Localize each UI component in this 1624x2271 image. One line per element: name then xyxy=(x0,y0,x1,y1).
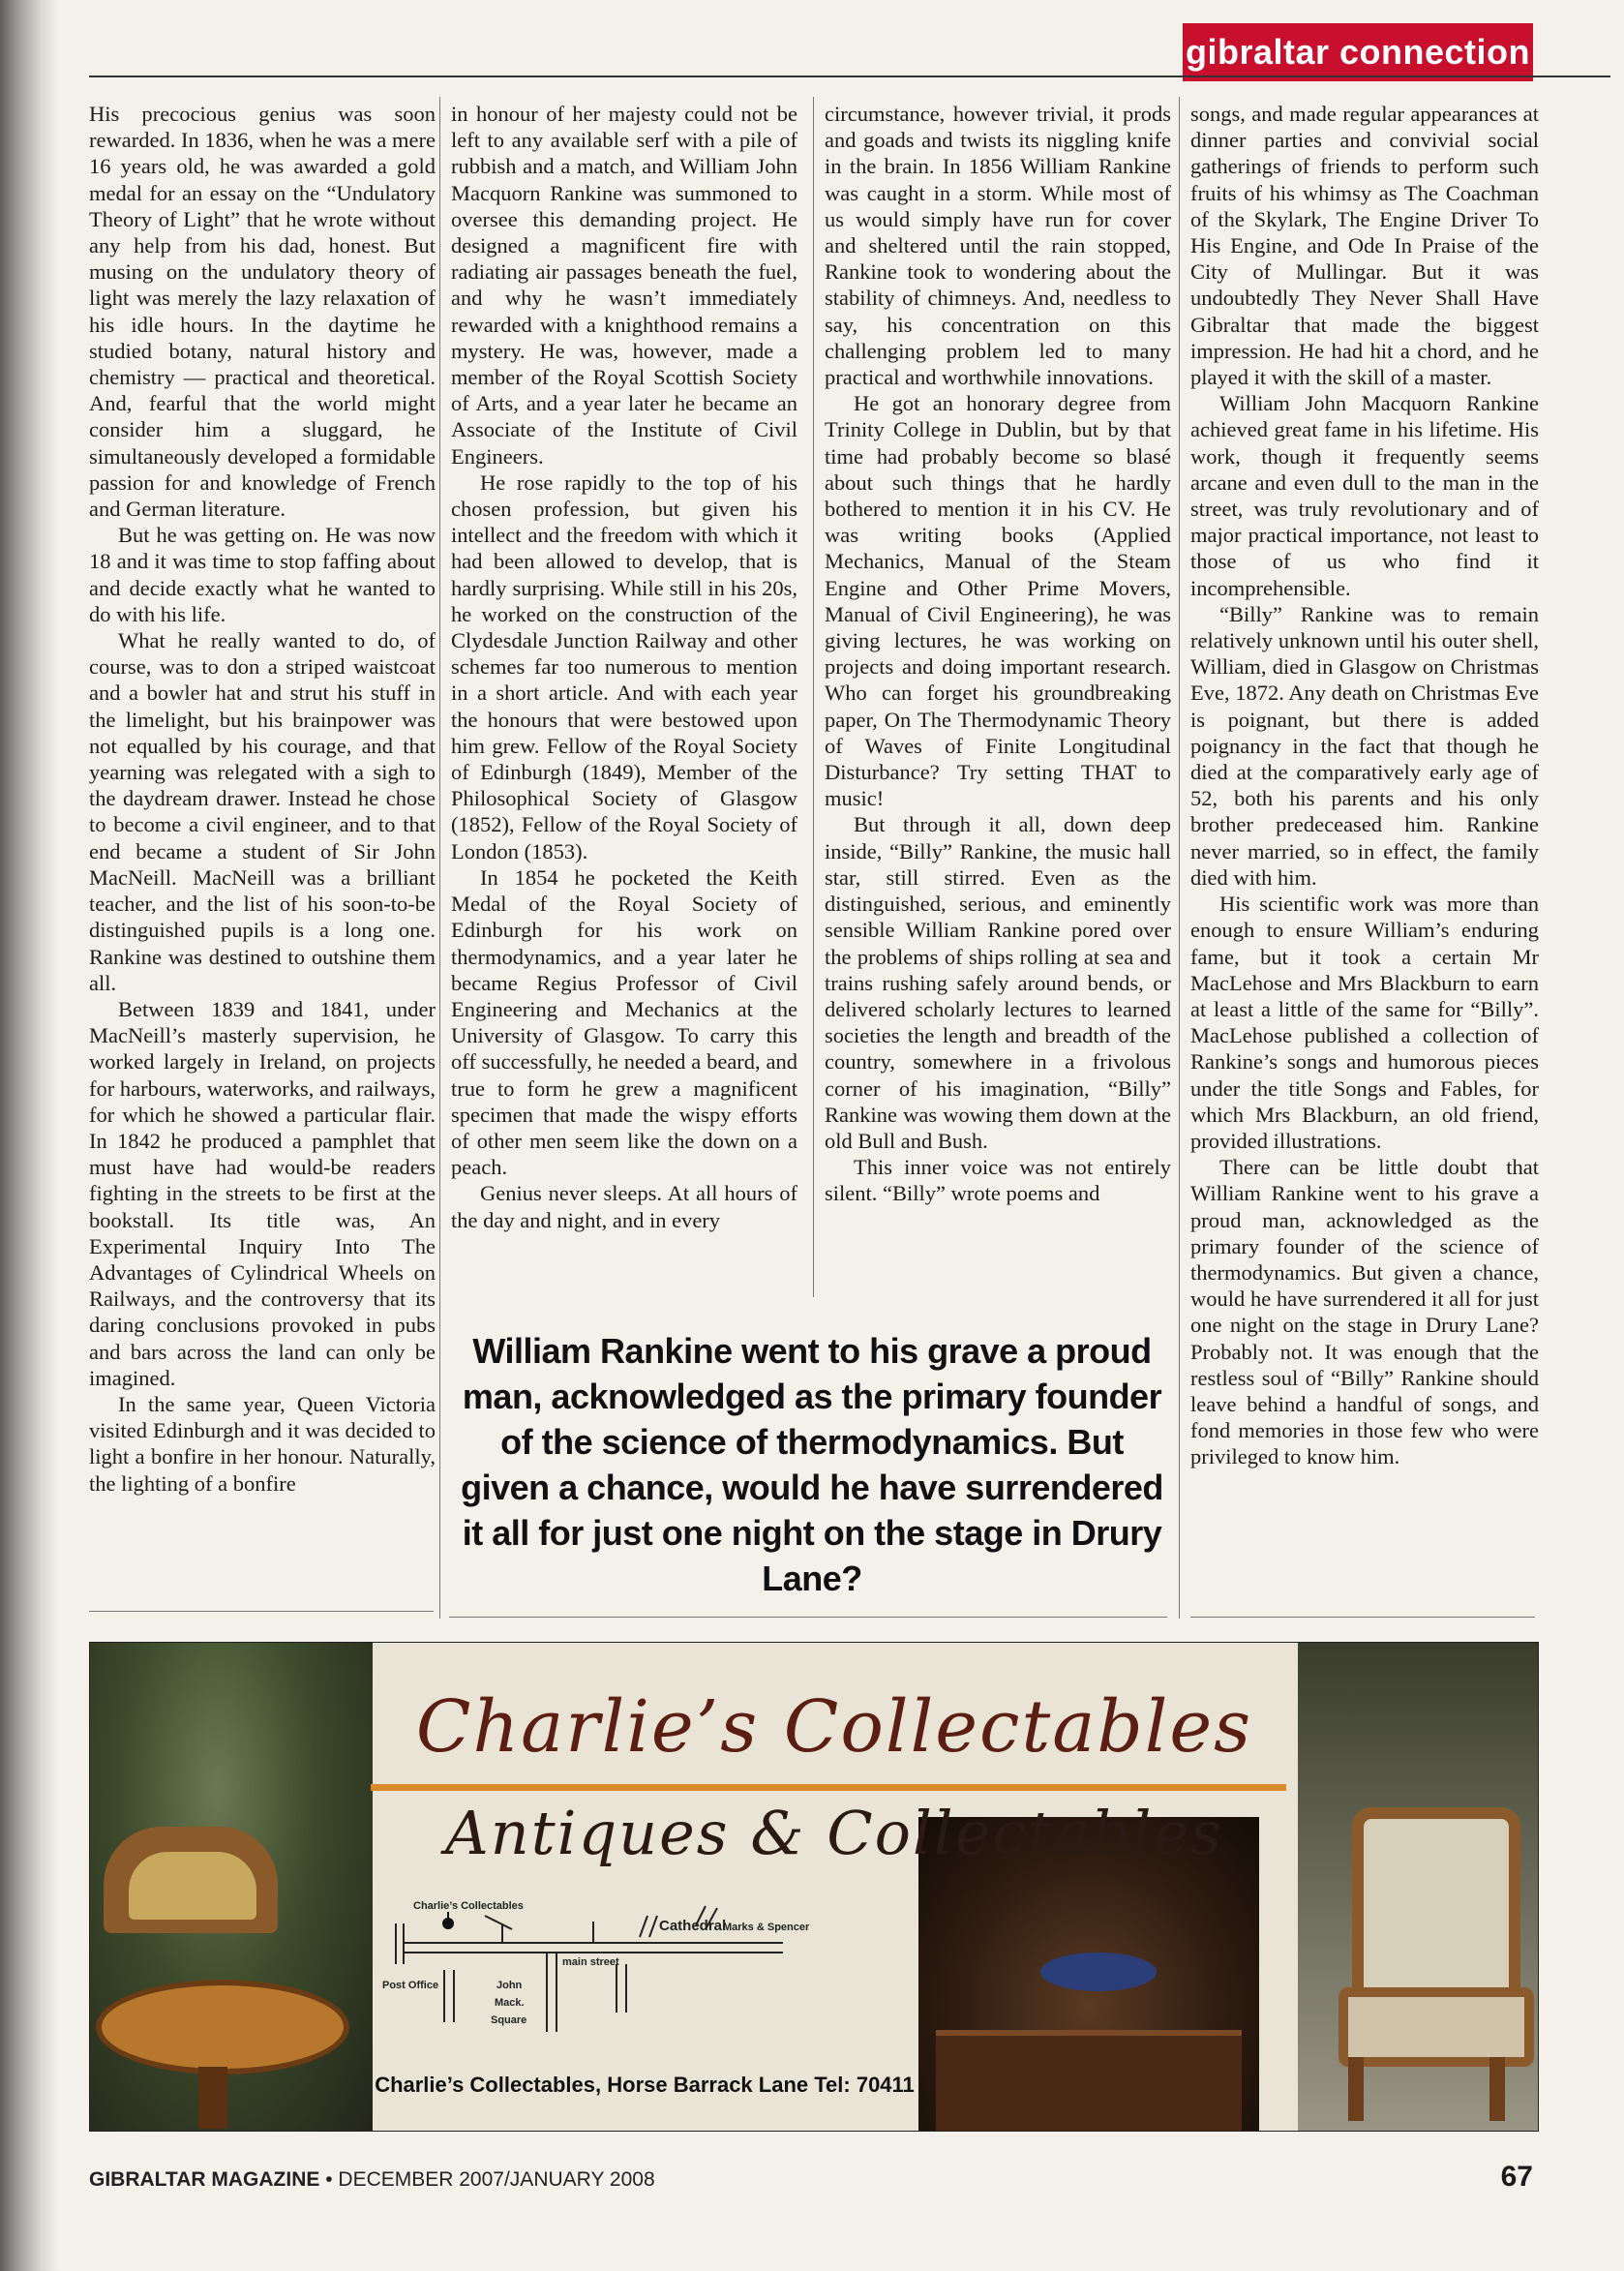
paragraph: But through it all, down deep inside, “Billy” Rankine, the music hall star, still stirred. Even as the distinguished, serious, and eminently sensible William Rankine pored over the problems of ships rolling at sea and trains rushing safely around bends, or delivered scholarly lectures to learned societies the length and breadth of the country, somewhere in a frivolous corner of his imagination, “Billy” Rankine was wowing them down at the old Bull and Bush. xyxy=(825,812,1171,1153)
paragraph: This inner voice was not entirely silent. “Billy” wrote poems and xyxy=(825,1155,1171,1206)
map-label-square-3: Square xyxy=(491,2014,527,2026)
article-column-2 xyxy=(451,101,797,1233)
paragraph: There can be little doubt that William Rankine went to his grave a proud man, acknowledged as the primary founder of the science of thermodynamics. But given a chance, would he have surrendered it all for just one night on the stage in Drury Lane? Probably not. It was enough that the restless soul of “Billy” Rankine should leave behind a handful of songs, and fond memories in those few who were privileged to know him. xyxy=(1190,1155,1539,1469)
footer-magazine: GIBRALTAR MAGAZINE xyxy=(89,2168,320,2191)
page-number: 67 xyxy=(1500,2161,1533,2193)
advertisement[interactable] xyxy=(89,1642,1539,2132)
column-divider xyxy=(1179,97,1180,1619)
paragraph: in honour of her majesty could not be left to any available serf with a pile of rubbish and a match, and William John Macquorn Rankine was summoned to oversee this demanding project. He designed a magnificent fire with radiating air passages beneath the fuel, and why he wasn’t immediately rewarded with a knighthood remains a mystery. He was, however, made a member of the Royal Scottish Society of Arts, and a year later he became an Associate of the Institute of Civil Engineers. xyxy=(451,102,797,469)
bottom-rule-left xyxy=(89,1611,434,1612)
paragraph: In 1854 he pocketed the Keith Medal of the Royal Society of Edinburgh for his work on thermodynamics, and a year later he became Regius Professor of Civil Engineering and Mechanics at the University of Glasgow. To carry this off successfully, he needed a beard, and true to form he grew a magnificent specimen that made the wispy efforts of other men seem like the down on a peach. xyxy=(451,864,797,1180)
map-label-marks: Marks & Spencer xyxy=(723,1922,810,1933)
column-divider xyxy=(439,97,440,1619)
footer-separator: • xyxy=(319,2168,339,2191)
location-map xyxy=(376,1896,918,2051)
blue-china-shape xyxy=(1040,1953,1157,1991)
paragraph: Between 1839 and 1841, under MacNeill’s masterly supervision, he worked largely in Ireland, on projects for harbours, waterworks, and railways, for which he showed a particular flair. In 1842 he produced a pamphlet that must have had would-be readers fighting in the streets to be first at the bookstall. Its title was, An Experimental Inquiry Into The Advantages of Cylindrical Wheels on Railways, and the controversy that its daring conclusions provoked in pubs and bars across the land can only be imagined. xyxy=(89,996,436,1390)
footer-magazine-line xyxy=(89,2168,655,2192)
map-label-square-2: Mack. xyxy=(495,1997,525,2009)
header-rule xyxy=(89,76,1610,77)
bottom-rule-right xyxy=(1190,1617,1535,1618)
paragraph: He rose rapidly to the top of his chosen profession, but given his intellect and the freedom with which it had been allowed to develop, that is hardly surprising. While still in his 20s, he worked on the construction of the Clydesdale Junction Railway and other schemes far too numerous to mention in a short article. And with each year the honours that were bestowed upon him grew. Fellow of the Royal Society of Edinburgh (1849), Member of the Philosophical Society of Glasgow (1852), Fellow of the Royal Society of London (1853). xyxy=(451,469,797,863)
column-divider xyxy=(813,97,814,1297)
antique-furniture-photo xyxy=(90,1643,373,2131)
paragraph: He got an honorary degree from Trinity College in Dublin, but by that time had probably become so blasé about such things that he hardly bothered to mention it in his CV. He was writing books (Applied Mechanics, Manual of the Steam Engine and Other Prime Movers, Manual of Civil Engineering), he was giving lectures, he was working on projects and doing important research. Who can forget his groundbreaking paper, On The Thermodynamic Theory of Waves of Finite Longitudinal Disturbance? Try setting THAT to music! xyxy=(825,391,1171,811)
paragraph: Genius never sleeps. At all hours of the day and night, and in every xyxy=(451,1181,797,1232)
ad-divider-bar xyxy=(371,1784,1286,1791)
table-leg-shape xyxy=(198,2067,227,2129)
bottom-rule-middle xyxy=(449,1617,1167,1618)
map-label-shop: Charlie’s Collectables xyxy=(413,1900,524,1912)
paragraph: “Billy” Rankine was to remain relatively unknown until his outer shell, William, died in Glasgow on Christmas Eve, 1872. Any death on Christmas Eve is poignant, but there is added poignancy in the fact that though he died at the comparatively early age of 52, both his parents and his only brother predeceased him. Rankine never married, so in effect, the family died with him. xyxy=(1190,601,1539,890)
paragraph: In the same year, Queen Victoria visited Edinburgh and it was decided to light a bonfire in her honour. Naturally, the lighting of a bonfire xyxy=(89,1391,436,1496)
map-label-square-1: John xyxy=(496,1980,523,1991)
map-label-cathedral: Cathedral xyxy=(659,1918,727,1934)
ad-contact-line: Charlie’s Collectables, Horse Barrack Lane Tel: 70411 xyxy=(375,2073,915,2097)
article-column-4 xyxy=(1190,101,1539,1470)
cabinet-shape xyxy=(936,2030,1242,2132)
article-column-3 xyxy=(825,101,1171,1207)
armchair-photo xyxy=(1298,1643,1538,2131)
armchair-leg-shape xyxy=(1348,2057,1364,2121)
map-label-post-office: Post Office xyxy=(382,1980,439,1991)
paragraph: songs, and made regular appearances at dinner parties and convivial social gatherings of friends to perform such fruits of his whimsy as The Coachman of the Skylark, The Engine Driver To His Engine, and Ode In Praise of the City of Mullingar. But it was undoubtedly They Never Shall Have Gibraltar that made the biggest impression. He had hit a chord, and he played it with the skill of a master. xyxy=(1190,102,1539,390)
binding-shadow xyxy=(0,0,58,2271)
ad-title: Charlie’s Collectables xyxy=(415,1685,1253,1769)
paragraph: His precocious genius was soon rewarded. In 1836, when he was a mere 16 years old, he was awarded a gold medal for an essay on the “Undulatory Theory of Light” that he wrote without any help from his dad, honest. But musing on the undulatory theory of light was merely the lazy relaxation of his idle hours. In the daytime he studied botany, natural history and chemistry — practical and theoretical. And, fearful that the world might consider him a sluggard, he simultaneously developed a formidable passion for and knowledge of French and German literature. xyxy=(89,102,436,522)
armchair-back-shape xyxy=(1352,1807,1520,2014)
inlaid-table-shape xyxy=(96,1980,349,2074)
paragraph: His scientific work was more than enough to ensure William’s enduring fame, but it took a certain Mr MacLehose and Mrs Blackburn to earn at least a little of the same for “Billy”. MacLehose published a collection of Rankine’s songs and humorous pieces under the title Songs and Fables, for which Mrs Blackburn, an old friend, provided illustrations. xyxy=(1190,892,1539,1153)
paragraph: William John Macquorn Rankine achieved great fame in his lifetime. His work, though it frequently seems arcane and even dull to the man in the street, was truly revolutionary and of major practical importance, not least to those of us who find it incomprehensible. xyxy=(1190,391,1539,600)
pull-quote: William Rankine went to his grave a proud man, acknowledged as the primary founder of the science of thermodynamics. But given a chance, would he have surrendered it all for just one night on the stage in Drury Lane? xyxy=(461,1331,1163,1598)
paragraph: But he was getting on. He was now 18 and it was time to stop faffing about and decide exactly what he wanted to do with his life. xyxy=(89,523,436,626)
map-label-main-street: main street xyxy=(562,1956,619,1968)
armchair-seat-shape xyxy=(1338,1987,1534,2067)
article-column-1 xyxy=(89,101,436,1497)
settee-seat-shape xyxy=(129,1852,256,1920)
map-streets xyxy=(376,1896,918,2051)
armchair-leg-shape xyxy=(1489,2057,1505,2121)
section-tab: gibraltar connection xyxy=(1183,23,1533,81)
paragraph: What he really wanted to do, of course, was to don a striped waistcoat and a bowler hat and strut his stuff in the limelight, but his brainpower was not equalled by his courage, and that yearning was relegated with a sigh to the daydream drawer. Instead he chose to become a civil engineer, and to that end became a student of Sir John MacNeill. MacNeill was a brilliant teacher, and the list of his soon-to-be distinguished pupils is a long one. Rankine was destined to outshine them all. xyxy=(89,628,436,995)
ad-subtitle: Antiques & Collectables xyxy=(445,1798,1223,1868)
paragraph: circumstance, however trivial, it prods and goads and twists its niggling knife in the brain. In 1856 William Rankine was caught in a storm. While most of us would simply have run for cover and sheltered until the rain stopped, Rankine took to wondering about the stability of chimneys. And, needless to say, his concentration on this challenging problem led to many practical and worthwhile innovations. xyxy=(825,102,1171,390)
footer-issue: DECEMBER 2007/JANUARY 2008 xyxy=(338,2168,655,2191)
